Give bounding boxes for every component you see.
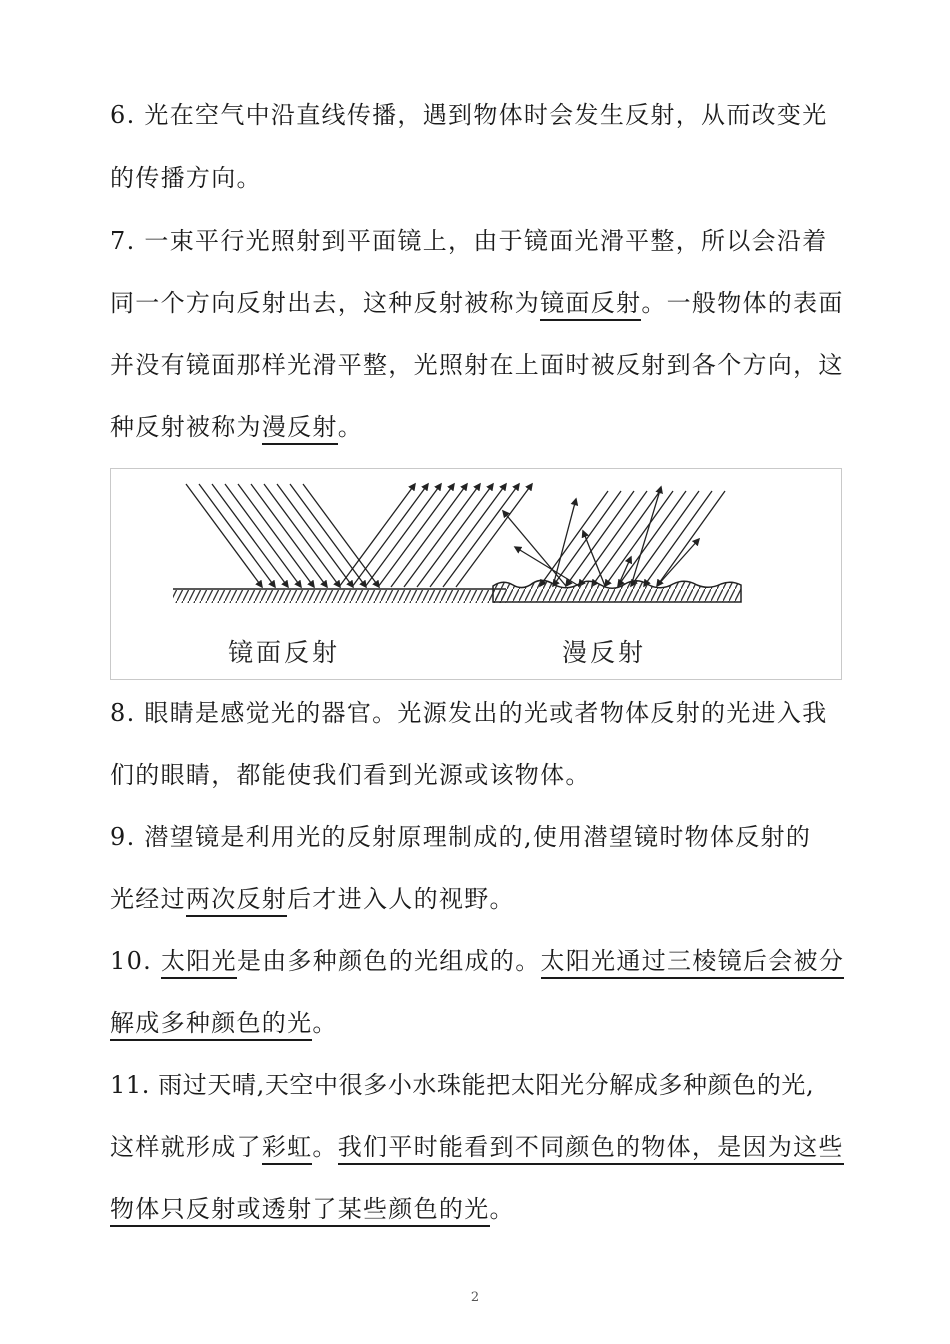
p9-line-2 — [110, 884, 850, 917]
reflection-figure — [110, 468, 842, 680]
text: 。 — [489, 1195, 515, 1223]
term-rainbow: 彩虹 — [262, 1134, 313, 1165]
term-mirror-reflection: 镜面反射 — [540, 290, 641, 321]
reflection-diagram — [111, 469, 841, 679]
term-object-color-cont: 物体只反射或透射了某些颜色的光 — [110, 1196, 490, 1227]
caption-diffuse-reflection: 漫反射 — [562, 638, 647, 667]
page-number: 2 — [470, 1290, 480, 1305]
text: 同一个方向反射出去，这种反射被称为 — [110, 289, 541, 317]
p8-line-2: 们的眼睛，都能使我们看到光源或该物体。 — [110, 761, 591, 789]
p7-line-1: 7. 一束平行光照射到平面镜上，由于镜面光滑平整，所以会沿着 — [110, 227, 828, 255]
term-dispersion-result: 解成多种颜色的光 — [110, 1010, 312, 1041]
p8-line-1: 8. 眼睛是感觉光的器官。光源发出的光或者物体反射的光进入我 — [110, 699, 828, 727]
p11-line-1: 11. 雨过天晴,天空中很多小水珠能把太阳光分解成多种颜色的光, — [110, 1071, 815, 1099]
p11-line-2 — [110, 1132, 850, 1165]
text: 。一般物体的表面 — [641, 289, 844, 317]
p10-line-1 — [110, 946, 850, 979]
term-sunlight: 太阳光 — [161, 948, 237, 979]
text: 种反射被称为 — [110, 413, 262, 441]
text: 光经过 — [110, 885, 186, 913]
diffuse-incident-rays — [540, 491, 725, 586]
caption-mirror-reflection: 镜面反射 — [228, 638, 341, 667]
p7-line-3: 并没有镜面那样光滑平整，光照射在上面时被反射到各个方向，这 — [110, 351, 844, 379]
rough-surface — [493, 580, 741, 602]
text: 。 — [337, 413, 364, 441]
term-diffuse-reflection: 漫反射 — [262, 414, 338, 445]
text: 。 — [312, 1133, 338, 1161]
p10-line-2 — [110, 1008, 850, 1041]
p6-line-2: 的传播方向。 — [110, 164, 262, 192]
text: 10. — [110, 947, 161, 975]
text: 后才进入人的视野。 — [287, 885, 515, 913]
term-object-color: 我们平时能看到不同颜色的物体，是因为这些 — [338, 1134, 844, 1165]
term-prism-dispersion: 太阳光通过三棱镜后会被分 — [541, 948, 845, 979]
term-two-reflections: 两次反射 — [186, 886, 287, 917]
mirror-surface — [173, 589, 506, 603]
p9-line-1: 9. 潜望镜是利用光的反射原理制成的,使用潜望镜时物体反射的 — [110, 823, 812, 851]
text: 这样就形成了 — [110, 1133, 262, 1161]
p6-line-1: 6. 光在空气中沿直线传播，遇到物体时会发生反射，从而改变光 — [110, 101, 828, 129]
text: 是由多种颜色的光组成的。 — [236, 947, 541, 975]
text: 。 — [312, 1009, 338, 1037]
p7-line-4 — [110, 412, 850, 445]
p7-line-2 — [110, 288, 850, 321]
p11-line-3 — [110, 1194, 850, 1227]
specular-rays — [186, 484, 532, 587]
